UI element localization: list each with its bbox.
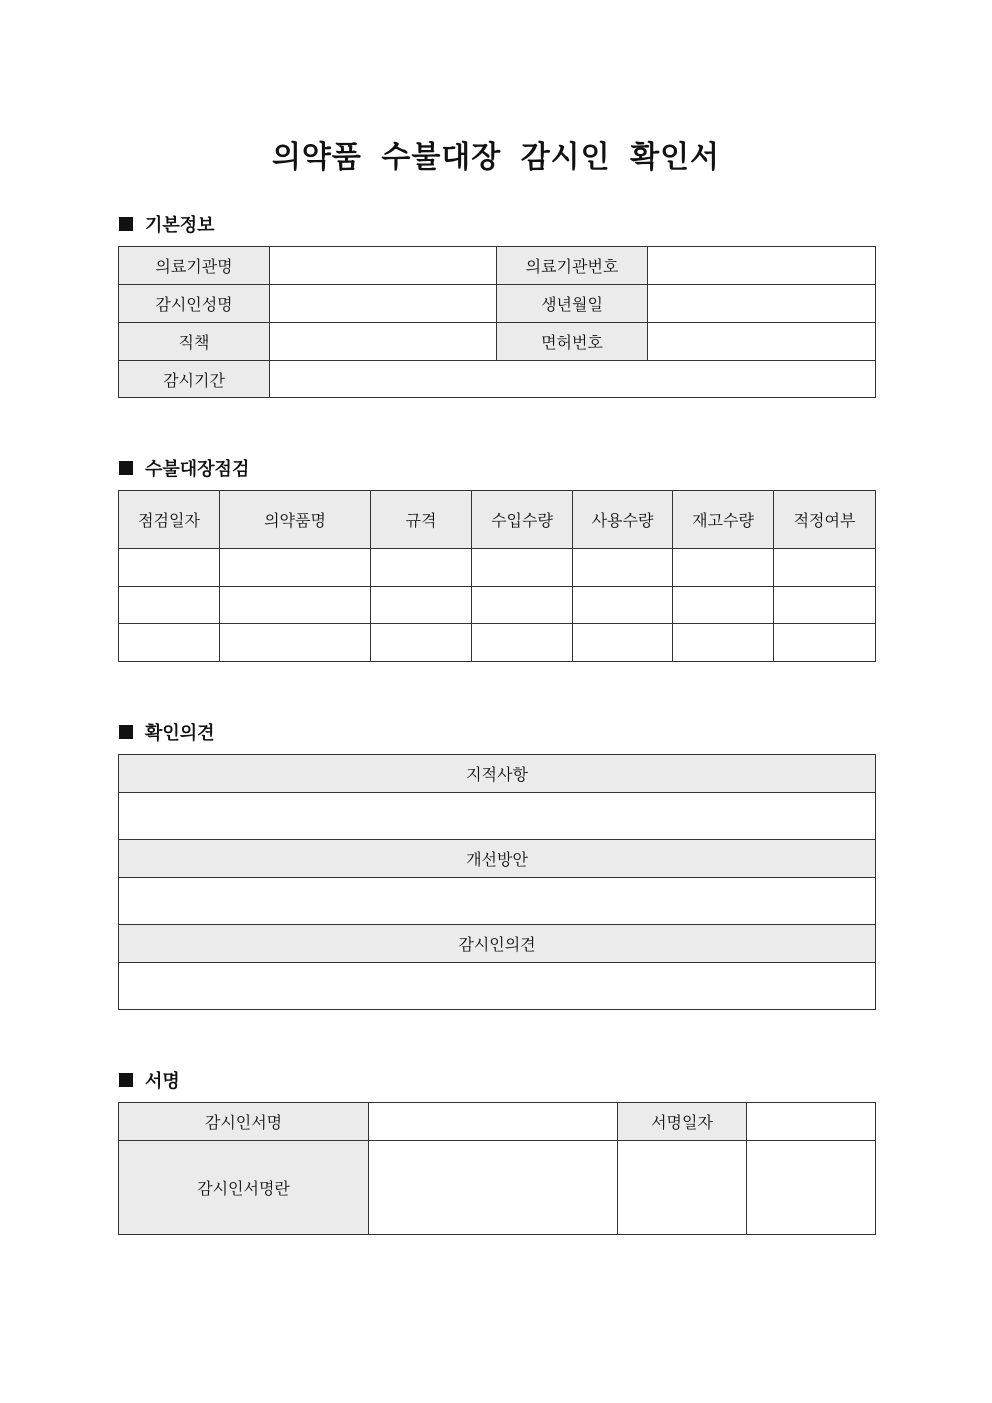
table-cell[interactable] (774, 587, 876, 624)
table-cell[interactable] (371, 587, 472, 624)
document-title: 의약품 수불대장 감시인 확인서 (271, 140, 721, 175)
position-field[interactable] (270, 323, 497, 361)
signature-area-cell[interactable] (618, 1141, 747, 1235)
ledger-check-table (118, 490, 876, 662)
monitoring-period-label: 감시기간 (119, 361, 270, 398)
square-bullet-icon (119, 217, 133, 231)
opinion-table (118, 754, 876, 1010)
table-cell[interactable] (119, 624, 220, 662)
signature-table (118, 1102, 876, 1235)
signature-area-field[interactable] (369, 1141, 618, 1235)
square-bullet-icon (119, 725, 133, 739)
monitoring-period-field[interactable] (270, 361, 876, 398)
section-heading-opinion (119, 719, 215, 745)
table-cell[interactable] (673, 587, 774, 624)
findings-field[interactable] (119, 793, 876, 840)
table-cell[interactable] (472, 587, 573, 624)
column-header-stock-qty: 재고수량 (673, 491, 774, 549)
table-cell[interactable] (220, 624, 371, 662)
table-cell[interactable] (220, 587, 371, 624)
column-header-adequacy: 적정여부 (774, 491, 876, 549)
table-cell[interactable] (573, 587, 673, 624)
signature-area-cell[interactable] (747, 1141, 876, 1235)
section-heading-label: 수불대장점검 (145, 459, 250, 480)
basic-info-table (118, 246, 876, 398)
section-heading-label: 확인의견 (145, 723, 215, 744)
table-cell[interactable] (573, 624, 673, 662)
monitor-opinion-field[interactable] (119, 963, 876, 1010)
table-cell[interactable] (119, 587, 220, 624)
column-header-drug-name: 의약품명 (220, 491, 371, 549)
table-cell[interactable] (220, 549, 371, 587)
table-cell[interactable] (472, 624, 573, 662)
table-cell[interactable] (673, 549, 774, 587)
license-number-label: 면허번호 (497, 323, 648, 361)
improvement-plan-label: 개선방안 (119, 840, 876, 878)
institution-name-field[interactable] (270, 247, 497, 285)
section-heading-label: 서명 (145, 1071, 180, 1092)
signature-date-field[interactable] (747, 1103, 876, 1141)
table-cell[interactable] (774, 624, 876, 662)
table-cell[interactable] (472, 549, 573, 587)
table-cell[interactable] (119, 549, 220, 587)
findings-label: 지적사항 (119, 755, 876, 793)
section-heading-ledger-check (119, 455, 249, 481)
position-label: 직책 (119, 323, 270, 361)
signature-field[interactable] (369, 1103, 618, 1141)
column-header-used-qty: 사용수량 (573, 491, 673, 549)
birth-date-label: 생년월일 (497, 285, 648, 323)
section-heading-basic-info (119, 211, 215, 237)
section-heading-label: 기본정보 (145, 215, 215, 236)
improvement-plan-field[interactable] (119, 878, 876, 925)
table-row (119, 587, 876, 624)
table-row (119, 549, 876, 587)
institution-name-label: 의료기관명 (119, 247, 270, 285)
signature-date-label: 서명일자 (618, 1103, 747, 1141)
monitor-opinion-label: 감시인의견 (119, 925, 876, 963)
column-header-check-date: 점검일자 (119, 491, 220, 549)
section-heading-signature (119, 1067, 180, 1093)
square-bullet-icon (119, 1073, 133, 1087)
table-cell[interactable] (573, 549, 673, 587)
table-row (119, 624, 876, 662)
table-cell[interactable] (673, 624, 774, 662)
license-number-field[interactable] (648, 323, 876, 361)
table-cell[interactable] (371, 624, 472, 662)
birth-date-field[interactable] (648, 285, 876, 323)
column-header-spec: 규격 (371, 491, 472, 549)
square-bullet-icon (119, 461, 133, 475)
monitor-name-field[interactable] (270, 285, 497, 323)
monitor-name-label: 감시인성명 (119, 285, 270, 323)
table-cell[interactable] (371, 549, 472, 587)
institution-number-field[interactable] (648, 247, 876, 285)
signature-area-label: 감시인서명란 (119, 1141, 369, 1235)
signature-label: 감시인서명 (119, 1103, 369, 1141)
institution-number-label: 의료기관번호 (497, 247, 648, 285)
table-cell[interactable] (774, 549, 876, 587)
column-header-received-qty: 수입수량 (472, 491, 573, 549)
